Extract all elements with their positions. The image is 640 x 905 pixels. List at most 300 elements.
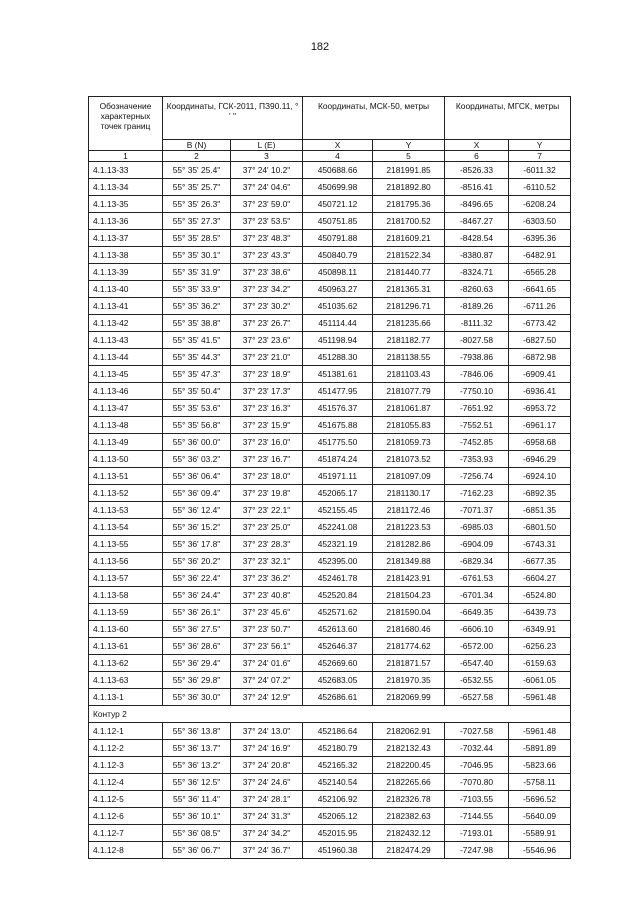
column-number: 4 — [303, 151, 373, 162]
msk-y-cell: 2181223.53 — [373, 519, 445, 536]
longitude-l-cell: 37° 24' 12.9" — [231, 689, 303, 706]
longitude-l-cell: 37° 23' 19.8" — [231, 485, 303, 502]
msk-x-cell: 452155.45 — [303, 502, 373, 519]
latitude-b-cell: 55° 36' 30.0" — [163, 689, 231, 706]
msk-x-cell: 452646.37 — [303, 638, 373, 655]
msk-y-cell: 2181970.35 — [373, 672, 445, 689]
mgsk-y-cell: -5758.11 — [509, 774, 571, 791]
column-number: 5 — [373, 151, 445, 162]
table-row — [89, 179, 571, 196]
latitude-b-cell: 55° 36' 06.7" — [163, 842, 231, 859]
msk-y-cell: 2181296.71 — [373, 298, 445, 315]
longitude-l-cell: 37° 23' 32.1" — [231, 553, 303, 570]
latitude-b-cell: 55° 35' 27.3" — [163, 213, 231, 230]
header-mgsk-coords: Координаты, МГСК, метры — [445, 97, 571, 140]
mgsk-y-cell: -5823.66 — [509, 757, 571, 774]
point-id-cell: 4.1.13-62 — [89, 655, 163, 672]
point-id-cell: 4.1.13-49 — [89, 434, 163, 451]
point-id-cell: 4.1.13-50 — [89, 451, 163, 468]
column-number: 2 — [163, 151, 231, 162]
latitude-b-cell: 55° 36' 26.1" — [163, 604, 231, 621]
latitude-b-cell: 55° 36' 00.0" — [163, 434, 231, 451]
header-designation: Обозначение характерных точек границ — [89, 97, 163, 151]
msk-x-cell: 452065.12 — [303, 808, 373, 825]
point-id-cell: 4.1.13-51 — [89, 468, 163, 485]
latitude-b-cell: 55° 36' 09.4" — [163, 485, 231, 502]
mgsk-x-cell: -6829.34 — [445, 553, 509, 570]
mgsk-x-cell: -6761.53 — [445, 570, 509, 587]
msk-y-cell: 2182432.12 — [373, 825, 445, 842]
mgsk-x-cell: -7750.10 — [445, 383, 509, 400]
mgsk-y-cell: -6011.32 — [509, 162, 571, 179]
msk-y-cell: 2181774.62 — [373, 638, 445, 655]
longitude-l-cell: 37° 23' 21.0" — [231, 349, 303, 366]
msk-x-cell: 451960.38 — [303, 842, 373, 859]
point-id-cell: 4.1.13-56 — [89, 553, 163, 570]
msk-x-cell: 452106.92 — [303, 791, 373, 808]
latitude-b-cell: 55° 36' 28.6" — [163, 638, 231, 655]
header-msk-x: X — [303, 140, 373, 151]
longitude-l-cell: 37° 23' 30.2" — [231, 298, 303, 315]
msk-x-cell: 452669.60 — [303, 655, 373, 672]
msk-x-cell: 451198.94 — [303, 332, 373, 349]
latitude-b-cell: 55° 35' 47.3" — [163, 366, 231, 383]
msk-x-cell: 451874.24 — [303, 451, 373, 468]
mgsk-x-cell: -8027.58 — [445, 332, 509, 349]
longitude-l-cell: 37° 23' 43.3" — [231, 247, 303, 264]
point-id-cell: 4.1.13-58 — [89, 587, 163, 604]
table-row — [89, 757, 571, 774]
point-id-cell: 4.1.13-63 — [89, 672, 163, 689]
mgsk-x-cell: -7193.01 — [445, 825, 509, 842]
mgsk-x-cell: -8111.32 — [445, 315, 509, 332]
msk-y-cell: 2182326.78 — [373, 791, 445, 808]
latitude-b-cell: 55° 36' 13.7" — [163, 740, 231, 757]
table-row — [89, 349, 571, 366]
table-row — [89, 638, 571, 655]
table-row — [89, 774, 571, 791]
mgsk-x-cell: -7070.80 — [445, 774, 509, 791]
point-id-cell: 4.1.13-60 — [89, 621, 163, 638]
msk-x-cell: 452241.08 — [303, 519, 373, 536]
table-row — [89, 519, 571, 536]
table-row — [89, 332, 571, 349]
latitude-b-cell: 55° 36' 12.4" — [163, 502, 231, 519]
mgsk-y-cell: -5891.89 — [509, 740, 571, 757]
msk-x-cell: 452140.54 — [303, 774, 373, 791]
mgsk-y-cell: -6924.10 — [509, 468, 571, 485]
msk-x-cell: 452571.62 — [303, 604, 373, 621]
point-id-cell: 4.1.13-34 — [89, 179, 163, 196]
longitude-l-cell: 37° 24' 07.2" — [231, 672, 303, 689]
mgsk-x-cell: -8324.71 — [445, 264, 509, 281]
longitude-l-cell: 37° 23' 56.1" — [231, 638, 303, 655]
column-number: 6 — [445, 151, 509, 162]
point-id-cell: 4.1.13-52 — [89, 485, 163, 502]
longitude-l-cell: 37° 24' 36.7" — [231, 842, 303, 859]
column-number: 3 — [231, 151, 303, 162]
point-id-cell: 4.1.13-45 — [89, 366, 163, 383]
msk-y-cell: 2182069.99 — [373, 689, 445, 706]
table-row — [89, 553, 571, 570]
msk-x-cell: 450791.88 — [303, 230, 373, 247]
mgsk-y-cell: -5546.96 — [509, 842, 571, 859]
point-id-cell: 4.1.13-47 — [89, 400, 163, 417]
table-row — [89, 383, 571, 400]
longitude-l-cell: 37° 23' 26.7" — [231, 315, 303, 332]
table-row — [89, 264, 571, 281]
header-msk-coords: Координаты, МСК-50, метры — [303, 97, 445, 140]
table-row — [89, 502, 571, 519]
longitude-l-cell: 37° 23' 22.1" — [231, 502, 303, 519]
msk-x-cell: 452683.05 — [303, 672, 373, 689]
mgsk-y-cell: -6110.52 — [509, 179, 571, 196]
point-id-cell: 4.1.13-43 — [89, 332, 163, 349]
mgsk-y-cell: -6909.41 — [509, 366, 571, 383]
msk-y-cell: 2181172.46 — [373, 502, 445, 519]
msk-x-cell: 451675.88 — [303, 417, 373, 434]
longitude-l-cell: 37° 23' 15.9" — [231, 417, 303, 434]
point-id-cell: 4.1.13-37 — [89, 230, 163, 247]
latitude-b-cell: 55° 35' 56.8" — [163, 417, 231, 434]
table-row — [89, 451, 571, 468]
table-row — [89, 315, 571, 332]
coordinates-table — [88, 96, 571, 859]
msk-y-cell: 2181235.66 — [373, 315, 445, 332]
msk-x-cell: 451477.95 — [303, 383, 373, 400]
latitude-b-cell: 55° 36' 27.5" — [163, 621, 231, 638]
latitude-b-cell: 55° 35' 28.5" — [163, 230, 231, 247]
longitude-l-cell: 37° 23' 18.0" — [231, 468, 303, 485]
page-number: 182 — [310, 41, 330, 53]
longitude-l-cell: 37° 23' 23.6" — [231, 332, 303, 349]
mgsk-y-cell: -6946.29 — [509, 451, 571, 468]
latitude-b-cell: 55° 36' 29.4" — [163, 655, 231, 672]
point-id-cell: 4.1.13-57 — [89, 570, 163, 587]
mgsk-x-cell: -8467.27 — [445, 213, 509, 230]
msk-x-cell: 450699.98 — [303, 179, 373, 196]
point-id-cell: 4.1.13-1 — [89, 689, 163, 706]
msk-y-cell: 2181700.52 — [373, 213, 445, 230]
msk-x-cell: 451775.50 — [303, 434, 373, 451]
column-number: 1 — [89, 151, 163, 162]
table-row — [89, 825, 571, 842]
longitude-l-cell: 37° 23' 59.0" — [231, 196, 303, 213]
column-number: 7 — [509, 151, 571, 162]
longitude-l-cell: 37° 23' 36.2" — [231, 570, 303, 587]
msk-y-cell: 2181059.73 — [373, 434, 445, 451]
mgsk-y-cell: -6711.26 — [509, 298, 571, 315]
msk-y-cell: 2182200.45 — [373, 757, 445, 774]
longitude-l-cell: 37° 24' 34.2" — [231, 825, 303, 842]
msk-y-cell: 2181609.21 — [373, 230, 445, 247]
mgsk-x-cell: -6649.35 — [445, 604, 509, 621]
mgsk-y-cell: -6395.36 — [509, 230, 571, 247]
mgsk-x-cell: -7247.98 — [445, 842, 509, 859]
point-id-cell: 4.1.13-55 — [89, 536, 163, 553]
table-row — [89, 570, 571, 587]
msk-x-cell: 451381.61 — [303, 366, 373, 383]
mgsk-x-cell: -6532.55 — [445, 672, 509, 689]
table-row — [89, 842, 571, 859]
mgsk-x-cell: -6904.09 — [445, 536, 509, 553]
mgsk-x-cell: -6572.00 — [445, 638, 509, 655]
point-id-cell: 4.1.13-54 — [89, 519, 163, 536]
point-id-cell: 4.1.12-5 — [89, 791, 163, 808]
msk-y-cell: 2181182.77 — [373, 332, 445, 349]
mgsk-y-cell: -6061.05 — [509, 672, 571, 689]
mgsk-x-cell: -7032.44 — [445, 740, 509, 757]
point-id-cell: 4.1.12-2 — [89, 740, 163, 757]
mgsk-y-cell: -6677.35 — [509, 553, 571, 570]
point-id-cell: 4.1.12-3 — [89, 757, 163, 774]
mgsk-x-cell: -7938.86 — [445, 349, 509, 366]
mgsk-y-cell: -5696.52 — [509, 791, 571, 808]
msk-x-cell: 450721.12 — [303, 196, 373, 213]
header-msk-y: Y — [373, 140, 445, 151]
mgsk-x-cell: -7046.95 — [445, 757, 509, 774]
section-row — [89, 706, 571, 723]
mgsk-y-cell: -6524.80 — [509, 587, 571, 604]
msk-y-cell: 2181892.80 — [373, 179, 445, 196]
latitude-b-cell: 55° 36' 20.2" — [163, 553, 231, 570]
longitude-l-cell: 37° 24' 01.6" — [231, 655, 303, 672]
msk-y-cell: 2182265.66 — [373, 774, 445, 791]
msk-x-cell: 451035.62 — [303, 298, 373, 315]
latitude-b-cell: 55° 35' 25.4" — [163, 162, 231, 179]
table-row — [89, 468, 571, 485]
mgsk-y-cell: -6439.73 — [509, 604, 571, 621]
mgsk-x-cell: -6527.58 — [445, 689, 509, 706]
msk-y-cell: 2181055.83 — [373, 417, 445, 434]
header-row — [89, 97, 571, 140]
msk-x-cell: 451288.30 — [303, 349, 373, 366]
table-row — [89, 247, 571, 264]
msk-y-cell: 2182132.43 — [373, 740, 445, 757]
latitude-b-cell: 55° 35' 33.9" — [163, 281, 231, 298]
mgsk-y-cell: -6958.68 — [509, 434, 571, 451]
mgsk-y-cell: -6208.24 — [509, 196, 571, 213]
msk-y-cell: 2182062.91 — [373, 723, 445, 740]
latitude-b-cell: 55° 35' 38.8" — [163, 315, 231, 332]
longitude-l-cell: 37° 24' 24.6" — [231, 774, 303, 791]
table-row — [89, 808, 571, 825]
longitude-l-cell: 37° 24' 31.3" — [231, 808, 303, 825]
longitude-l-cell: 37° 24' 28.1" — [231, 791, 303, 808]
msk-x-cell: 450751.85 — [303, 213, 373, 230]
point-id-cell: 4.1.13-33 — [89, 162, 163, 179]
msk-y-cell: 2181991.85 — [373, 162, 445, 179]
msk-y-cell: 2181103.43 — [373, 366, 445, 383]
mgsk-x-cell: -7846.06 — [445, 366, 509, 383]
point-id-cell: 4.1.12-8 — [89, 842, 163, 859]
mgsk-x-cell: -7452.85 — [445, 434, 509, 451]
point-id-cell: 4.1.12-4 — [89, 774, 163, 791]
longitude-l-cell: 37° 23' 25.0" — [231, 519, 303, 536]
point-id-cell: 4.1.13-39 — [89, 264, 163, 281]
msk-y-cell: 2181365.31 — [373, 281, 445, 298]
header-mgsk-x: X — [445, 140, 509, 151]
mgsk-y-cell: -6801.50 — [509, 519, 571, 536]
mgsk-x-cell: -7651.92 — [445, 400, 509, 417]
longitude-l-cell: 37° 23' 17.3" — [231, 383, 303, 400]
point-id-cell: 4.1.13-36 — [89, 213, 163, 230]
mgsk-x-cell: -7552.51 — [445, 417, 509, 434]
msk-y-cell: 2181522.34 — [373, 247, 445, 264]
table-row — [89, 281, 571, 298]
mgsk-y-cell: -5961.48 — [509, 723, 571, 740]
latitude-b-cell: 55° 35' 53.6" — [163, 400, 231, 417]
msk-y-cell: 2181061.87 — [373, 400, 445, 417]
point-id-cell: 4.1.13-53 — [89, 502, 163, 519]
header-l: L (E) — [231, 140, 303, 151]
msk-x-cell: 452520.84 — [303, 587, 373, 604]
msk-x-cell: 450840.79 — [303, 247, 373, 264]
point-id-cell: 4.1.12-6 — [89, 808, 163, 825]
latitude-b-cell: 55° 36' 11.4" — [163, 791, 231, 808]
msk-y-cell: 2181073.52 — [373, 451, 445, 468]
msk-y-cell: 2181680.46 — [373, 621, 445, 638]
msk-x-cell: 452461.78 — [303, 570, 373, 587]
msk-y-cell: 2182382.63 — [373, 808, 445, 825]
table-row — [89, 366, 571, 383]
mgsk-y-cell: -6851.35 — [509, 502, 571, 519]
msk-y-cell: 2181440.77 — [373, 264, 445, 281]
latitude-b-cell: 55° 36' 12.5" — [163, 774, 231, 791]
mgsk-y-cell: -6953.72 — [509, 400, 571, 417]
mgsk-x-cell: -7103.55 — [445, 791, 509, 808]
mgsk-x-cell: -7162.23 — [445, 485, 509, 502]
longitude-l-cell: 37° 24' 20.8" — [231, 757, 303, 774]
latitude-b-cell: 55° 35' 36.2" — [163, 298, 231, 315]
point-id-cell: 4.1.13-38 — [89, 247, 163, 264]
longitude-l-cell: 37° 23' 16.3" — [231, 400, 303, 417]
msk-x-cell: 451576.37 — [303, 400, 373, 417]
msk-x-cell: 452015.95 — [303, 825, 373, 842]
latitude-b-cell: 55° 36' 29.8" — [163, 672, 231, 689]
msk-y-cell: 2181349.88 — [373, 553, 445, 570]
mgsk-y-cell: -6256.23 — [509, 638, 571, 655]
mgsk-y-cell: -6936.41 — [509, 383, 571, 400]
msk-x-cell: 450963.27 — [303, 281, 373, 298]
mgsk-y-cell: -6159.63 — [509, 655, 571, 672]
latitude-b-cell: 55° 35' 50.4" — [163, 383, 231, 400]
mgsk-y-cell: -6743.31 — [509, 536, 571, 553]
table-row — [89, 672, 571, 689]
longitude-l-cell: 37° 23' 40.8" — [231, 587, 303, 604]
msk-x-cell: 452686.61 — [303, 689, 373, 706]
msk-y-cell: 2181423.91 — [373, 570, 445, 587]
msk-y-cell: 2181077.79 — [373, 383, 445, 400]
table-row — [89, 655, 571, 672]
longitude-l-cell: 37° 23' 34.2" — [231, 281, 303, 298]
latitude-b-cell: 55° 35' 25.7" — [163, 179, 231, 196]
point-id-cell: 4.1.13-44 — [89, 349, 163, 366]
msk-x-cell: 452186.64 — [303, 723, 373, 740]
msk-x-cell: 452065.17 — [303, 485, 373, 502]
mgsk-x-cell: -7256.74 — [445, 468, 509, 485]
mgsk-x-cell: -8380.87 — [445, 247, 509, 264]
header-gsk-coords: Координаты, ГСК-2011, ПЗ90.11, ° ' " — [163, 97, 303, 140]
table-row — [89, 417, 571, 434]
point-id-cell: 4.1.13-40 — [89, 281, 163, 298]
msk-y-cell: 2181504.23 — [373, 587, 445, 604]
mgsk-x-cell: -8189.26 — [445, 298, 509, 315]
latitude-b-cell: 55° 35' 30.1" — [163, 247, 231, 264]
msk-x-cell: 452395.00 — [303, 553, 373, 570]
msk-y-cell: 2181871.57 — [373, 655, 445, 672]
table-row — [89, 162, 571, 179]
table-row — [89, 485, 571, 502]
mgsk-y-cell: -6604.27 — [509, 570, 571, 587]
msk-y-cell: 2181282.86 — [373, 536, 445, 553]
point-id-cell: 4.1.13-41 — [89, 298, 163, 315]
latitude-b-cell: 55° 35' 31.9" — [163, 264, 231, 281]
msk-x-cell: 452613.60 — [303, 621, 373, 638]
msk-y-cell: 2181097.09 — [373, 468, 445, 485]
mgsk-y-cell: -6892.35 — [509, 485, 571, 502]
mgsk-x-cell: -6606.10 — [445, 621, 509, 638]
latitude-b-cell: 55° 36' 03.2" — [163, 451, 231, 468]
latitude-b-cell: 55° 36' 17.8" — [163, 536, 231, 553]
mgsk-y-cell: -6872.98 — [509, 349, 571, 366]
point-id-cell: 4.1.13-35 — [89, 196, 163, 213]
mgsk-y-cell: -6565.28 — [509, 264, 571, 281]
point-id-cell: 4.1.13-48 — [89, 417, 163, 434]
mgsk-y-cell: -6349.91 — [509, 621, 571, 638]
table-row — [89, 689, 571, 706]
mgsk-y-cell: -5640.09 — [509, 808, 571, 825]
table-row — [89, 740, 571, 757]
table-row — [89, 196, 571, 213]
msk-y-cell: 2182474.29 — [373, 842, 445, 859]
table-row — [89, 434, 571, 451]
mgsk-x-cell: -8260.63 — [445, 281, 509, 298]
longitude-l-cell: 37° 23' 45.6" — [231, 604, 303, 621]
longitude-l-cell: 37° 24' 13.0" — [231, 723, 303, 740]
table-row — [89, 400, 571, 417]
msk-x-cell: 452165.32 — [303, 757, 373, 774]
longitude-l-cell: 37° 23' 16.0" — [231, 434, 303, 451]
table-row — [89, 213, 571, 230]
latitude-b-cell: 55° 36' 13.2" — [163, 757, 231, 774]
column-number-row — [89, 151, 571, 162]
header-mgsk-y: Y — [509, 140, 571, 151]
mgsk-y-cell: -6773.42 — [509, 315, 571, 332]
msk-x-cell: 450688.66 — [303, 162, 373, 179]
msk-y-cell: 2181130.17 — [373, 485, 445, 502]
table-row — [89, 621, 571, 638]
longitude-l-cell: 37° 23' 50.7" — [231, 621, 303, 638]
mgsk-y-cell: -6827.50 — [509, 332, 571, 349]
point-id-cell: 4.1.13-59 — [89, 604, 163, 621]
longitude-l-cell: 37° 23' 48.3" — [231, 230, 303, 247]
msk-y-cell: 2181795.36 — [373, 196, 445, 213]
latitude-b-cell: 55° 35' 44.3" — [163, 349, 231, 366]
point-id-cell: 4.1.12-7 — [89, 825, 163, 842]
mgsk-x-cell: -8428.54 — [445, 230, 509, 247]
latitude-b-cell: 55° 36' 06.4" — [163, 468, 231, 485]
latitude-b-cell: 55° 36' 15.2" — [163, 519, 231, 536]
latitude-b-cell: 55° 35' 26.3" — [163, 196, 231, 213]
latitude-b-cell: 55° 36' 24.4" — [163, 587, 231, 604]
msk-x-cell: 452180.79 — [303, 740, 373, 757]
point-id-cell: 4.1.13-61 — [89, 638, 163, 655]
msk-x-cell: 450898.11 — [303, 264, 373, 281]
longitude-l-cell: 37° 23' 38.6" — [231, 264, 303, 281]
mgsk-x-cell: -7027.58 — [445, 723, 509, 740]
table-row — [89, 604, 571, 621]
